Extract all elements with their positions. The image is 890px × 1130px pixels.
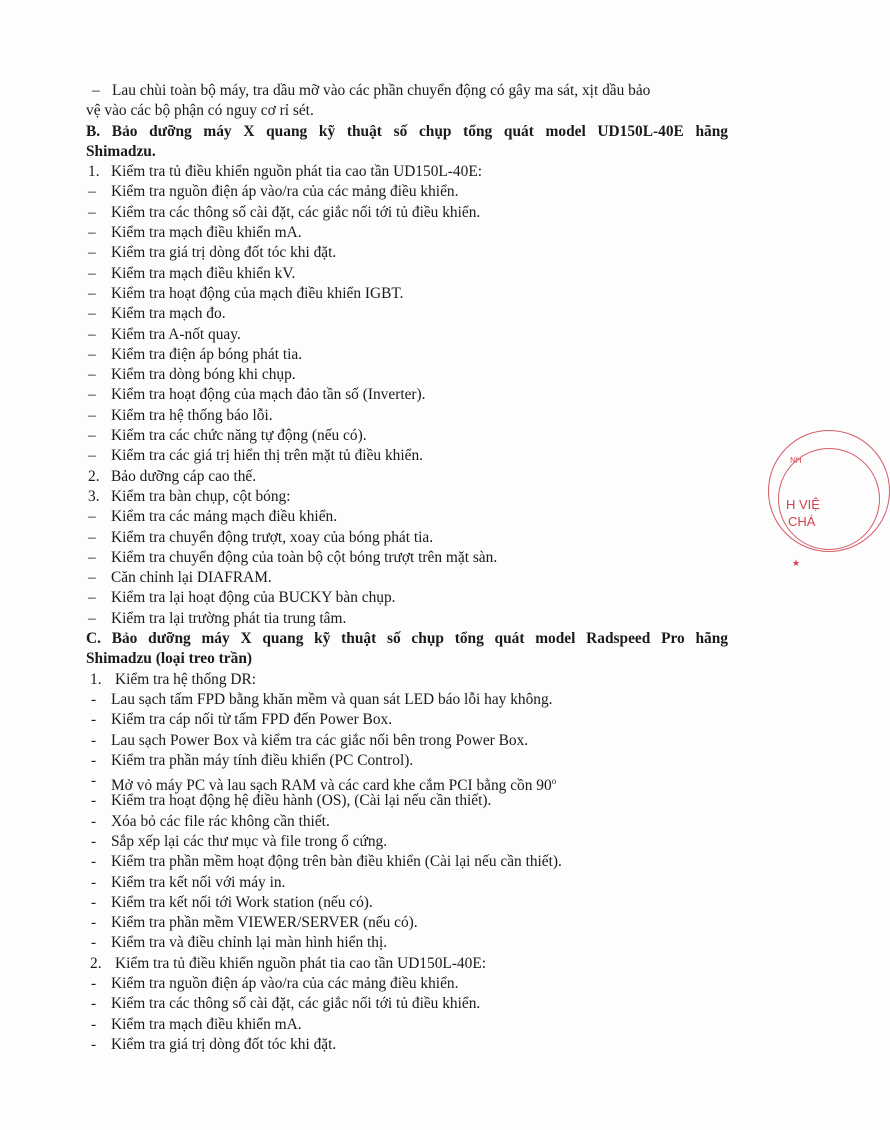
list-item bbox=[0, 1015, 800, 1035]
line-text-content: Kiểm tra kết nối tới Work station (nếu có). bbox=[111, 893, 373, 911]
list-marker: – bbox=[88, 264, 96, 282]
line-text bbox=[111, 426, 367, 446]
list-marker: - bbox=[91, 1035, 97, 1053]
list-marker: - bbox=[91, 893, 97, 911]
list-item bbox=[0, 81, 800, 101]
line-text bbox=[111, 751, 413, 771]
list-item bbox=[0, 223, 800, 243]
line-text-content: Kiểm tra kết nối với máy in. bbox=[111, 873, 286, 891]
stamp-star-icon: ★ bbox=[792, 558, 801, 568]
line-text-content: Kiểm tra hệ thống báo lỗi. bbox=[111, 406, 273, 424]
line-text-content: Sắp xếp lại các thư mục và file trong ổ cứng. bbox=[111, 832, 388, 850]
line-text bbox=[115, 670, 256, 690]
heading-text: B. Bảo dưỡng máy X quang kỹ thuật số chụp tổng quát model UD150L-40E hãng bbox=[86, 122, 728, 140]
list-item bbox=[0, 670, 800, 690]
heading-text: C. Bảo dưỡng máy X quang kỹ thuật số chụp tổng quát model Radspeed Pro hãng bbox=[86, 630, 728, 648]
list-item bbox=[0, 446, 800, 466]
list-marker: – bbox=[88, 183, 96, 201]
list-marker: – bbox=[88, 284, 96, 302]
list-marker: - bbox=[91, 812, 97, 830]
line-text-content: Kiểm tra tủ điều khiển nguồn phát tia cao tần UD150L-40E: bbox=[111, 163, 482, 181]
line-text-content: Kiểm tra A-nốt quay. bbox=[111, 325, 241, 343]
line-text bbox=[111, 710, 392, 730]
stamp-text-line2: CHÁ bbox=[788, 514, 816, 529]
line-text-content: Kiểm tra giá trị dòng đốt tóc khi đặt. bbox=[111, 1035, 337, 1053]
list-marker: – bbox=[88, 589, 96, 607]
list-marker: – bbox=[92, 82, 100, 99]
list-marker: – bbox=[88, 203, 96, 221]
section-heading-line bbox=[0, 142, 800, 162]
list-item bbox=[0, 954, 800, 974]
line-text-content: vệ vào các bộ phận có nguy cơ rỉ sét. bbox=[86, 102, 314, 120]
line-text bbox=[111, 223, 302, 243]
line-text-content: Kiểm tra các giá trị hiển thị trên mặt tủ điều khiển. bbox=[111, 447, 423, 465]
list-item bbox=[0, 751, 800, 771]
list-marker: – bbox=[88, 528, 96, 546]
list-marker: – bbox=[88, 244, 96, 262]
list-marker: – bbox=[88, 305, 96, 323]
line-text bbox=[111, 243, 336, 263]
list-item bbox=[0, 852, 800, 872]
list-marker: - bbox=[91, 690, 97, 708]
line-text-content: Lau sạch Power Box và kiểm tra các giắc nối bên trong Power Box. bbox=[111, 731, 529, 749]
line-text-content: Kiểm tra phần mềm VIEWER/SERVER (nếu có). bbox=[111, 914, 418, 932]
line-text-content: Kiểm tra các mảng mạch điều khiển. bbox=[111, 508, 338, 526]
line-text-content: Bảo dưỡng cáp cao thế. bbox=[111, 467, 257, 485]
list-marker: – bbox=[88, 386, 96, 404]
line-text bbox=[111, 852, 562, 872]
list-marker: – bbox=[88, 366, 96, 384]
list-item bbox=[0, 467, 800, 487]
line-text-content: Lau chùi toàn bộ máy, tra dầu mỡ vào các phần chuyển động có gây ma sát, xịt dầu bảo bbox=[112, 82, 651, 99]
line-text-content: Xóa bỏ các file rác không cần thiết. bbox=[111, 812, 330, 830]
line-text bbox=[111, 568, 272, 588]
list-item bbox=[0, 426, 800, 446]
list-marker: – bbox=[88, 427, 96, 445]
line-text bbox=[111, 1035, 336, 1055]
line-text-content: Kiểm tra mạch điều khiển mA. bbox=[111, 1015, 302, 1033]
line-text bbox=[115, 954, 486, 974]
list-item bbox=[0, 913, 800, 933]
line-text-content: Kiểm tra mạch điều khiển mA. bbox=[111, 224, 302, 242]
line-text bbox=[111, 690, 553, 710]
line-text-content: Shimadzu. bbox=[86, 142, 156, 160]
line-text bbox=[111, 933, 387, 953]
line-text bbox=[86, 101, 314, 121]
line-text-content: Mở vỏ máy PC và lau sạch RAM và các card khe cắm PCI bằng cồn 90 bbox=[111, 777, 552, 795]
line-text-content: Căn chỉnh lại DIAFRAM. bbox=[111, 569, 272, 587]
line-text-content: Shimadzu (loại treo trần) bbox=[86, 650, 253, 668]
list-marker: 1. bbox=[90, 670, 102, 688]
line-text bbox=[111, 893, 373, 913]
line-text bbox=[111, 365, 296, 385]
line-text bbox=[111, 731, 528, 751]
list-marker: 2. bbox=[90, 954, 102, 972]
line-text-content: Kiểm tra và điều chỉnh lại màn hình hiển thị. bbox=[111, 934, 388, 952]
section-heading-line bbox=[0, 122, 800, 142]
list-item bbox=[0, 710, 800, 730]
list-item bbox=[0, 994, 800, 1014]
list-marker: - bbox=[91, 731, 97, 749]
list-item bbox=[0, 203, 800, 223]
list-item bbox=[0, 325, 800, 345]
list-item bbox=[0, 791, 800, 811]
line-text bbox=[111, 467, 256, 487]
line-text bbox=[111, 548, 497, 568]
line-text bbox=[111, 1015, 302, 1035]
list-item bbox=[0, 568, 800, 588]
list-item bbox=[0, 873, 800, 893]
line-text bbox=[111, 974, 458, 994]
list-marker: - bbox=[91, 914, 97, 932]
list-marker: – bbox=[88, 345, 96, 363]
line-text bbox=[111, 994, 480, 1014]
section-heading-line bbox=[0, 649, 800, 669]
list-item bbox=[0, 406, 800, 426]
line-text bbox=[111, 345, 302, 365]
line-text bbox=[86, 142, 156, 162]
line-text bbox=[111, 507, 337, 527]
list-marker: 2. bbox=[88, 467, 100, 485]
line-text-content: Kiểm tra bàn chụp, cột bóng: bbox=[111, 487, 291, 505]
line-text-content: Kiểm tra các thông số cài đặt, các giắc nối tới tủ điều khiển. bbox=[111, 203, 481, 221]
line-text bbox=[111, 913, 418, 933]
list-marker: - bbox=[91, 792, 97, 810]
line-text-content: Kiểm tra nguồn điện áp vào/ra của các mảng điều khiển. bbox=[111, 183, 459, 201]
line-text bbox=[111, 203, 480, 223]
line-text-content: Kiểm tra tủ điều khiển nguồn phát tia cao tần UD150L-40E: bbox=[115, 954, 486, 972]
list-marker: 1. bbox=[88, 163, 100, 181]
red-stamp-fragment bbox=[764, 440, 820, 590]
line-text-content: Kiểm tra hệ thống DR: bbox=[115, 670, 257, 688]
list-item bbox=[0, 609, 800, 629]
list-marker: - bbox=[91, 832, 97, 850]
stamp-small-text: NH bbox=[790, 456, 802, 465]
list-item bbox=[0, 385, 800, 405]
line-text-content: Kiểm tra nguồn điện áp vào/ra của các mảng điều khiển. bbox=[111, 975, 459, 993]
list-item bbox=[0, 487, 800, 507]
list-item bbox=[0, 162, 800, 182]
line-text-content: Kiểm tra phần máy tính điều khiển (PC Control). bbox=[111, 751, 414, 769]
line-text-content: Kiểm tra cáp nối từ tấm FPD đến Power Box. bbox=[111, 711, 393, 729]
list-marker: – bbox=[88, 325, 96, 343]
line-text bbox=[111, 264, 295, 284]
section-heading-line bbox=[0, 629, 800, 649]
list-item bbox=[0, 101, 800, 121]
line-text-content: Lau sạch tấm FPD bằng khăn mềm và quan sát LED báo lỗi hay không. bbox=[111, 690, 553, 708]
list-marker: – bbox=[88, 548, 96, 566]
line-text-content: Kiểm tra mạch đo. bbox=[111, 305, 226, 323]
line-text bbox=[111, 325, 241, 345]
list-marker: - bbox=[91, 853, 97, 871]
line-text-content: Kiểm tra hoạt động của mạch điều khiển IGBT. bbox=[111, 284, 404, 302]
line-text-content: Kiểm tra lại hoạt động của BUCKY bàn chụp. bbox=[111, 589, 396, 607]
list-item bbox=[0, 974, 800, 994]
list-item bbox=[0, 304, 800, 324]
line-text bbox=[111, 812, 330, 832]
list-item bbox=[0, 182, 800, 202]
list-item bbox=[0, 548, 800, 568]
list-item bbox=[0, 832, 800, 852]
superscript-degree: o bbox=[551, 776, 557, 787]
list-marker: - bbox=[91, 772, 97, 790]
line-text bbox=[111, 487, 291, 507]
list-marker: – bbox=[88, 508, 96, 526]
list-marker: – bbox=[88, 406, 96, 424]
list-item bbox=[0, 507, 800, 527]
list-item bbox=[0, 933, 800, 953]
list-item bbox=[0, 771, 800, 795]
line-text-content: Kiểm tra giá trị dòng đốt tóc khi đặt. bbox=[111, 244, 337, 262]
line-text-content: Kiểm tra lại trường phát tia trung tâm. bbox=[111, 609, 347, 627]
line-text bbox=[111, 446, 423, 466]
line-text bbox=[86, 649, 252, 669]
list-item bbox=[0, 243, 800, 263]
line-text bbox=[111, 162, 482, 182]
line-text bbox=[111, 791, 491, 811]
list-item bbox=[0, 528, 800, 548]
line-text-content: Kiểm tra hoạt động của mạch đảo tần số (Inverter). bbox=[111, 386, 426, 404]
list-item bbox=[0, 264, 800, 284]
list-marker: 3. bbox=[88, 487, 100, 505]
list-marker: - bbox=[91, 751, 97, 769]
list-marker: - bbox=[91, 934, 97, 952]
list-marker: - bbox=[91, 873, 97, 891]
list-item bbox=[0, 731, 800, 751]
line-text bbox=[111, 385, 426, 405]
line-text-content: Kiểm tra mạch điều khiển kV. bbox=[111, 264, 296, 282]
line-text bbox=[111, 873, 285, 893]
line-text bbox=[111, 609, 346, 629]
line-text bbox=[111, 528, 433, 548]
document-body bbox=[0, 81, 800, 1055]
list-marker: - bbox=[91, 975, 97, 993]
list-item bbox=[0, 893, 800, 913]
list-item bbox=[0, 690, 800, 710]
list-item bbox=[0, 812, 800, 832]
line-text bbox=[111, 304, 226, 324]
line-text bbox=[111, 182, 458, 202]
line-text bbox=[111, 832, 387, 852]
line-text-content: Kiểm tra dòng bóng khi chụp. bbox=[111, 366, 296, 384]
list-item bbox=[0, 365, 800, 385]
list-marker: - bbox=[91, 711, 97, 729]
line-text bbox=[111, 588, 396, 608]
list-marker: - bbox=[91, 1015, 97, 1033]
line-text-content: Kiểm tra chuyển động của toàn bộ cột bóng trượt trên mặt sàn. bbox=[111, 548, 498, 566]
line-text-content: Kiểm tra điện áp bóng phát tia. bbox=[111, 345, 303, 363]
line-text-content: Kiểm tra chuyển động trượt, xoay của bóng phát tia. bbox=[111, 528, 434, 546]
list-marker: – bbox=[88, 569, 96, 587]
list-marker: - bbox=[91, 995, 97, 1013]
list-item bbox=[0, 588, 800, 608]
list-item bbox=[0, 1035, 800, 1055]
line-text bbox=[111, 284, 403, 304]
line-text-content: Kiểm tra phần mềm hoạt động trên bàn điều khiển (Cài lại nếu cần thiết). bbox=[111, 853, 562, 871]
list-item bbox=[0, 345, 800, 365]
line-text-content: Kiểm tra các chức năng tự động (nếu có). bbox=[111, 427, 367, 445]
list-marker: – bbox=[88, 609, 96, 627]
list-item bbox=[0, 284, 800, 304]
line-text bbox=[112, 81, 650, 101]
line-text-content: Kiểm tra các thông số cài đặt, các giắc nối tới tủ điều khiển. bbox=[111, 995, 481, 1013]
list-marker: – bbox=[88, 224, 96, 242]
stamp-text-line1: H VIỆ bbox=[786, 497, 820, 512]
list-marker: – bbox=[88, 447, 96, 465]
line-text-content: Kiểm tra hoạt động hệ điều hành (OS), (Cài lại nếu cần thiết). bbox=[111, 792, 492, 810]
line-text bbox=[111, 406, 273, 426]
